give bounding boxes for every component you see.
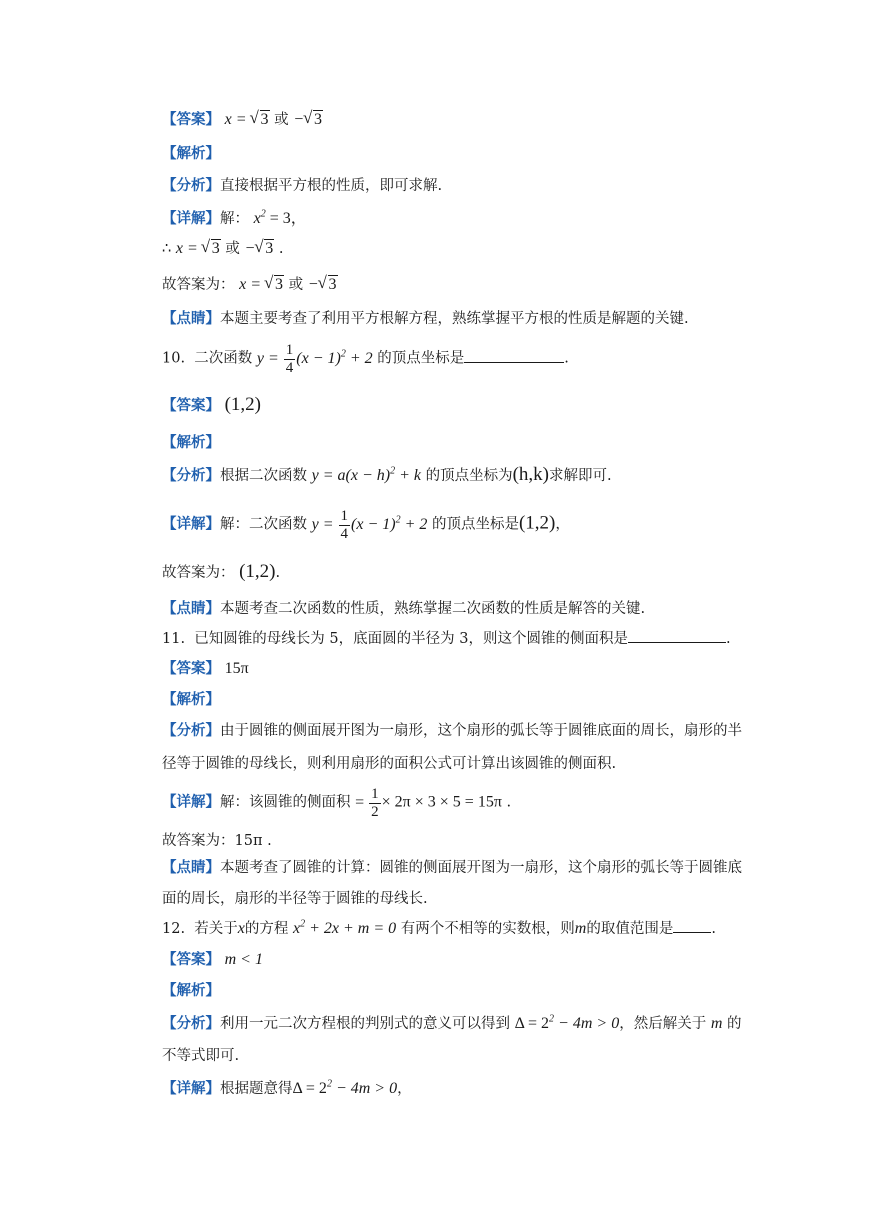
q11-question: 已知圆锥的母线长为 5，底面圆的半径为 3，则这个圆锥的侧面积是 [194,631,628,647]
comment-tag: 【点睛】 [162,600,220,617]
q9-fenxi-line [162,174,442,195]
q9-fenxi-text: 直接根据平方根的性质，即可求解. [220,178,443,194]
q10-tail: 的顶点坐标是 [377,350,465,367]
q10-number: 10. [162,350,186,367]
therefore-symbol: ∴ [162,241,172,257]
q11-fenxi-line1: 【分析】由于圆锥的侧面展开图为一扇形，这个扇形的弧长等于圆锥底面的周长，扇形的半 [162,722,742,739]
fenxi-tag: 【分析】 [162,177,220,194]
answer-blank [464,348,564,363]
q10-detail-line: 【详解】解：二次函数 y = $\frac{1}{4}$ $(x - 1)^2 + 2$ 的顶点坐标是(1,2)， [162,508,570,542]
q12-question-line: 12. 若关于x的方程 $x^2 + 2x + m = 0$ 有两个不相等的实数根，则m的取值范围是 . [162,918,716,937]
fenxi-tag: 【分析】 [162,722,220,739]
q11-answer-value: 15π [224,660,249,677]
answer-tag: 【答案】 [162,111,220,128]
detail-tag: 【详解】 [162,793,220,811]
q12-fenxi-line2: 不等式即可. [162,1048,240,1064]
detail-tag: 【详解】 [162,210,220,227]
q11-comment-line1: 【点睛】本题考查了圆锥的计算：圆锥的侧面展开图为一扇形，这个扇形的弧长等于圆锥底 [162,859,742,876]
comment-tag: 【点睛】 [162,310,220,327]
q9-detail-line [162,205,307,228]
analysis-tag: 【解析】 [162,145,220,162]
fenxi-tag: 【分析】 [162,1015,220,1032]
summary-lead: 故答案为： [162,277,235,293]
vertex-hk: (h,k) [512,464,549,485]
q10-analysis-line [162,431,220,452]
q11-fenxi-line2: 径等于圆锥的母线长，则利用扇形的面积公式可计算出该圆锥的侧面积. [162,756,617,772]
q11-summary-line [162,829,272,850]
q9-detail-eq: $x^2 = 3$， [253,208,307,227]
answer-tag: 【答案】 [162,660,220,677]
q10-fenxi-line: 【分析】根据二次函数 $y = a(x - h)^2 + k$ 的顶点坐标为(h,k)求解即可. [162,464,612,485]
q11-number: 11. [162,631,186,647]
q11-detail-expr: × 2π × 3 × 5 = 15π [381,793,502,811]
answer-blank [673,918,711,933]
q9-answer-line: 【答案】 x = √ 3 或 −√ 3 [162,108,323,129]
analysis-tag: 【解析】 [162,691,220,708]
q10-comment-line: 【点睛】本题考查二次函数的性质，熟练掌握二次函数的性质是解答的关键. [162,600,646,617]
q12-answer-line [162,948,263,969]
answer-tag: 【答案】 [162,397,220,414]
q11-answer-line [162,657,249,678]
q12-answer-value: m < 1 [224,951,263,968]
q9-comment-line [162,307,689,328]
q9-summary-line: 故答案为： x = √ 3 或 −√ 3 [162,273,338,294]
fenxi-tag: 【分析】 [162,467,220,484]
q11-analysis-line [162,688,220,709]
q10-lead: 二次函数 [194,350,253,367]
comment-tag: 【点睛】 [162,859,220,876]
q9-comment-text: 本题主要考查了利用平方根解方程，熟练掌握平方根的性质是解题的关键. [220,311,689,327]
or-word: 或 [288,277,304,293]
detail-tag: 【详解】 [162,1080,220,1097]
answer-tag: 【答案】 [162,951,220,968]
q10-summary-value: (1,2) [239,561,276,582]
q12-fenxi-line1: 【分析】利用一元二次方程根的判别式的意义可以得到 $\Delta = 2^2 - 4m > 0$，然后解关于 m 的 [162,1013,742,1032]
q12-analysis-line [162,979,220,1000]
q10-answer-line [162,394,261,416]
q10-summary-line: 故答案为： (1,2). [162,561,281,582]
q9-analysis-line [162,142,220,163]
q11-question-line: 11. 已知圆锥的母线长为 5，底面圆的半径为 3，则这个圆锥的侧面积是 . [162,627,731,648]
or-word: 或 [274,112,289,128]
analysis-tag: 【解析】 [162,434,220,451]
q9-therefore-line: ∴ x = √ 3 或 −√ 3 . [162,237,283,258]
detail-tag: 【详解】 [162,515,220,533]
q10-answer-value: (1,2) [224,394,262,415]
detail-lead: 解： [220,211,249,227]
q10-question-line: 10. 二次函数 y = $\frac{1}{4}$ $(x - 1)^2 + 2$ 的顶点坐标是 . [162,342,569,376]
answer-blank [628,628,726,643]
q9-answer-math: x = √ 3 [225,111,270,128]
q11-comment-line2: 面的周长，扇形的半径等于圆锥的母线长. [162,891,428,907]
q12-number: 12. [162,921,186,937]
analysis-tag: 【解析】 [162,982,220,999]
q12-detail-line: 【详解】根据题意得$\Delta = 2^2 - 4m > 0$， [162,1078,412,1097]
q11-summary: 故答案为：15π . [162,833,272,849]
or-word: 或 [225,241,240,257]
q11-detail-line: 【详解】解：该圆锥的侧面积 = $\frac{1}{2}$ × 2π × 3 × 5 = 15π . [162,786,512,820]
